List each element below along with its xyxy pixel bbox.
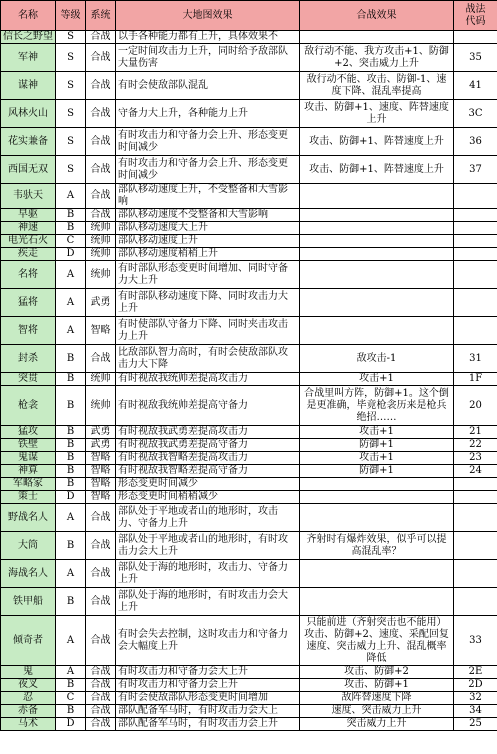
cell-system: 智略 xyxy=(86,478,116,491)
cell-grade: A xyxy=(56,184,86,209)
cell-name: 赤备 xyxy=(1,705,56,718)
table-row xyxy=(1,209,497,222)
cell-grade: B xyxy=(56,345,86,373)
cell-grade: B xyxy=(56,588,86,616)
cell-name: 疾走 xyxy=(1,248,56,261)
cell-system: 合战 xyxy=(86,616,116,666)
cell-map-effect: 有时视敌我武勇差提高攻击力 xyxy=(116,426,300,439)
cell-name: 军略家 xyxy=(1,478,56,491)
cell-tactic-code xyxy=(454,491,497,504)
cell-tactic-code: 3C xyxy=(454,100,497,128)
cell-map-effect: 有时视敌我智略差提高攻击力 xyxy=(116,452,300,465)
cell-grade: S xyxy=(56,156,86,184)
cell-name: 铁壁 xyxy=(1,439,56,452)
cell-combo-effect xyxy=(300,209,454,222)
cell-tactic-code xyxy=(454,478,497,491)
header-tactic-code: 战法 代码 xyxy=(454,1,497,31)
cell-name: 忍 xyxy=(1,692,56,705)
cell-tactic-code: 20 xyxy=(454,386,497,426)
cell-grade: C xyxy=(56,692,86,705)
cell-grade: D xyxy=(56,248,86,261)
cell-combo-effect: 防御+1 xyxy=(300,439,454,452)
cell-tactic-code xyxy=(454,532,497,560)
cell-tactic-code: 2E xyxy=(454,666,497,679)
cell-tactic-code: 31 xyxy=(454,345,497,373)
cell-name: 电光石火 xyxy=(1,235,56,248)
table-row xyxy=(1,44,497,72)
table-row xyxy=(1,317,497,345)
table-row xyxy=(1,261,497,289)
cell-grade: A xyxy=(56,616,86,666)
cell-tactic-code: 21 xyxy=(454,426,497,439)
cell-combo-effect: 速度、突击威力上升 xyxy=(300,705,454,718)
table-row xyxy=(1,465,497,478)
cell-name: 风林火山 xyxy=(1,100,56,128)
cell-system: 统帅 xyxy=(86,235,116,248)
cell-tactic-code: 33 xyxy=(454,616,497,666)
cell-system: 合战 xyxy=(86,100,116,128)
cell-combo-effect xyxy=(300,491,454,504)
cell-tactic-code xyxy=(454,209,497,222)
cell-system: 合战 xyxy=(86,692,116,705)
table-row xyxy=(1,692,497,705)
cell-name: 马术 xyxy=(1,718,56,731)
cell-combo-effect xyxy=(300,478,454,491)
cell-name: 信长之野望 xyxy=(1,31,56,44)
cell-map-effect: 部队处于海的地形时，有时攻击力会大上升 xyxy=(116,588,300,616)
cell-map-effect: 形态变更时间减少 xyxy=(116,478,300,491)
cell-map-effect: 部队移动速度上升，不受整备和大雪影响 xyxy=(116,184,300,209)
cell-grade: B xyxy=(56,478,86,491)
cell-combo-effect: 敌阵替速度下降 xyxy=(300,692,454,705)
cell-system: 合战 xyxy=(86,504,116,532)
cell-combo-effect: 攻击+1 xyxy=(300,373,454,386)
cell-system: 统帅 xyxy=(86,261,116,289)
cell-map-effect: 有时视敌我统帅差提高守备力 xyxy=(116,386,300,426)
cell-system: 武勇 xyxy=(86,289,116,317)
cell-map-effect: 形态变更时间稍稍减少 xyxy=(116,491,300,504)
cell-grade: S xyxy=(56,100,86,128)
cell-combo-effect xyxy=(300,289,454,317)
cell-system: 合战 xyxy=(86,666,116,679)
table-row xyxy=(1,373,497,386)
table-row xyxy=(1,248,497,261)
cell-system: 武勇 xyxy=(86,439,116,452)
cell-tactic-code: 23 xyxy=(454,452,497,465)
cell-combo-effect xyxy=(300,560,454,588)
cell-map-effect: 部队移动速度大上升 xyxy=(116,222,300,235)
table-row xyxy=(1,156,497,184)
table-row xyxy=(1,588,497,616)
cell-system: 合战 xyxy=(86,560,116,588)
cell-combo-effect: 合战里叫方阵，防御+1。这个倒是更准确，毕竟枪衾历来是枪兵绝招…… xyxy=(300,386,454,426)
cell-grade: B xyxy=(56,465,86,478)
table-row xyxy=(1,491,497,504)
cell-system: 合战 xyxy=(86,718,116,731)
cell-system: 智略 xyxy=(86,465,116,478)
cell-tactic-code xyxy=(454,504,497,532)
cell-combo-effect: 攻击+1 xyxy=(300,452,454,465)
cell-tactic-code: 22 xyxy=(454,439,497,452)
cell-tactic-code xyxy=(454,222,497,235)
cell-grade: A xyxy=(56,289,86,317)
table-row xyxy=(1,222,497,235)
cell-name: 封杀 xyxy=(1,345,56,373)
cell-map-effect: 部队配备军马时，有时攻击力会大上 xyxy=(116,705,300,718)
cell-map-effect: 有时视敌我统帅差提高攻击力 xyxy=(116,373,300,386)
cell-combo-effect xyxy=(300,588,454,616)
cell-combo-effect xyxy=(300,248,454,261)
cell-combo-effect: 攻击、防御+1、阵替速度上升 xyxy=(300,156,454,184)
cell-grade: B xyxy=(56,386,86,426)
cell-system: 智略 xyxy=(86,317,116,345)
cell-grade: S xyxy=(56,128,86,156)
cell-combo-effect: 防御+1 xyxy=(300,465,454,478)
table-row xyxy=(1,184,497,209)
cell-tactic-code: 37 xyxy=(454,156,497,184)
cell-grade: B xyxy=(56,209,86,222)
header-row xyxy=(1,1,497,31)
table-row xyxy=(1,386,497,426)
cell-name: 枪衾 xyxy=(1,386,56,426)
cell-name: 突贯 xyxy=(1,373,56,386)
cell-grade: B xyxy=(56,452,86,465)
cell-name: 神速 xyxy=(1,222,56,235)
cell-combo-effect: 攻击、防御+1、阵替速度上升 xyxy=(300,128,454,156)
cell-name: 军神 xyxy=(1,44,56,72)
cell-system: 统帅 xyxy=(86,373,116,386)
cell-combo-effect xyxy=(300,261,454,289)
cell-system: 合战 xyxy=(86,44,116,72)
cell-tactic-code: 25 xyxy=(454,718,497,731)
cell-name: 铁甲船 xyxy=(1,588,56,616)
cell-grade: B xyxy=(56,532,86,560)
cell-map-effect: 有时视敌我武勇差提高守备力 xyxy=(116,439,300,452)
cell-map-effect: 有时部队移动速度下降、同时攻击力大上升 xyxy=(116,289,300,317)
cell-system: 合战 xyxy=(86,128,116,156)
cell-system: 武勇 xyxy=(86,426,116,439)
cell-name: 花实兼备 xyxy=(1,128,56,156)
cell-name: 夜叉 xyxy=(1,679,56,692)
cell-map-effect: 部队移动速度稍稍上升 xyxy=(116,248,300,261)
cell-combo-effect: 攻击+1 xyxy=(300,426,454,439)
table-row xyxy=(1,439,497,452)
cell-name: 早驱 xyxy=(1,209,56,222)
cell-map-effect: 一定时间攻击力上升，同时给予敌部队大量伤害 xyxy=(116,44,300,72)
cell-system: 合战 xyxy=(86,532,116,560)
cell-system: 合战 xyxy=(86,209,116,222)
cell-map-effect: 比敌部队智力高时，有时会使敌部队攻击力大下降 xyxy=(116,345,300,373)
cell-combo-effect xyxy=(300,184,454,209)
cell-tactic-code: 35 xyxy=(454,44,497,72)
cell-system: 合战 xyxy=(86,72,116,100)
cell-map-effect: 有时会失去控制，这时攻击力和守备力会大幅度上升 xyxy=(116,616,300,666)
cell-grade: B xyxy=(56,439,86,452)
header-map-effect: 大地图效果 xyxy=(116,1,300,31)
cell-map-effect: 以手各种能力都有上升，具体效果不 xyxy=(116,31,300,44)
cell-tactic-code: 32 xyxy=(454,692,497,705)
table-row xyxy=(1,718,497,731)
cell-system: 合战 xyxy=(86,588,116,616)
cell-grade: A xyxy=(56,560,86,588)
cell-grade: B xyxy=(56,373,86,386)
cell-grade: C xyxy=(56,235,86,248)
cell-map-effect: 守备力大上升，各种能力上升 xyxy=(116,100,300,128)
cell-combo-effect: 攻击、防御+2 xyxy=(300,666,454,679)
cell-name: 海战名人 xyxy=(1,560,56,588)
cell-name: 策士 xyxy=(1,491,56,504)
table-row xyxy=(1,705,497,718)
cell-grade: S xyxy=(56,72,86,100)
cell-combo-effect: 攻击、防御+1、速度、阵替速度上升 xyxy=(300,100,454,128)
cell-grade: S xyxy=(56,31,86,44)
table-row xyxy=(1,289,497,317)
cell-combo-effect: 攻击、防御+1 xyxy=(300,679,454,692)
cell-grade: D xyxy=(56,491,86,504)
cell-grade: D xyxy=(56,718,86,731)
cell-tactic-code: 36 xyxy=(454,128,497,156)
cell-tactic-code: 34 xyxy=(454,705,497,718)
cell-grade: B xyxy=(56,222,86,235)
cell-combo-effect: 只能前进（齐射突击也不能用）攻击、防御+2、速度、采配回复速度、突击威力上升、混乱概率降低 xyxy=(300,616,454,666)
cell-name: 谋神 xyxy=(1,72,56,100)
table-row xyxy=(1,560,497,588)
cell-combo-effect: 突击威力上升 xyxy=(300,718,454,731)
cell-name: 神算 xyxy=(1,465,56,478)
cell-name: 鬼谋 xyxy=(1,452,56,465)
table-row xyxy=(1,31,497,44)
cell-map-effect: 部队处于平地或者山的地形时，攻击力、守备力上升 xyxy=(116,504,300,532)
cell-map-effect: 部队处于海的地形时，攻击力、守备力上升 xyxy=(116,560,300,588)
table-row xyxy=(1,532,497,560)
cell-combo-effect: 敌行动不能、攻击、防御-1、速度下降、混乱率提高 xyxy=(300,72,454,100)
cell-grade: S xyxy=(56,44,86,72)
cell-system: 合战 xyxy=(86,156,116,184)
cell-map-effect: 部队移动速度不受整备和大雪影响 xyxy=(116,209,300,222)
cell-map-effect: 有时视敌我智略差提高守备力 xyxy=(116,465,300,478)
cell-combo-effect xyxy=(300,31,454,44)
table-row xyxy=(1,478,497,491)
cell-system: 合战 xyxy=(86,345,116,373)
cell-grade: A xyxy=(56,666,86,679)
cell-grade: B xyxy=(56,705,86,718)
cell-map-effect: 有时攻击力和守备力会大上升 xyxy=(116,666,300,679)
cell-system: 统帅 xyxy=(86,222,116,235)
header-combo-effect: 合战效果 xyxy=(300,1,454,31)
cell-grade: B xyxy=(56,426,86,439)
cell-combo-effect: 敌行动不能、我方攻击+1、防御+2、突击威力上升 xyxy=(300,44,454,72)
table-row xyxy=(1,235,497,248)
cell-grade: A xyxy=(56,504,86,532)
cell-name: 名将 xyxy=(1,261,56,289)
table-row xyxy=(1,504,497,532)
header-system: 系统 xyxy=(86,1,116,31)
table-row xyxy=(1,452,497,465)
cell-name: 大筒 xyxy=(1,532,56,560)
cell-system: 合战 xyxy=(86,31,116,44)
cell-system: 智略 xyxy=(86,491,116,504)
table-row xyxy=(1,679,497,692)
cell-tactic-code xyxy=(454,248,497,261)
cell-map-effect: 部队配备军马时，有时攻击力会上升 xyxy=(116,718,300,731)
cell-name: 野战名人 xyxy=(1,504,56,532)
cell-combo-effect xyxy=(300,504,454,532)
table-row xyxy=(1,426,497,439)
cell-name: 猛攻 xyxy=(1,426,56,439)
table-row xyxy=(1,345,497,373)
cell-system: 统帅 xyxy=(86,386,116,426)
cell-combo-effect xyxy=(300,235,454,248)
cell-system: 合战 xyxy=(86,679,116,692)
cell-map-effect: 有时使部队守备力下降、同时夹击攻击力上升 xyxy=(116,317,300,345)
cell-combo-effect: 敌攻击-1 xyxy=(300,345,454,373)
cell-tactic-code xyxy=(454,184,497,209)
cell-map-effect: 部队处于平地或者山的地形时，有时攻击力会大上升 xyxy=(116,532,300,560)
cell-name: 智将 xyxy=(1,317,56,345)
cell-map-effect: 有时会使敌部队形态变更时间增加 xyxy=(116,692,300,705)
cell-map-effect: 有时攻击力和守备力会上升、形态变更时间减少 xyxy=(116,128,300,156)
cell-map-effect: 部队移动速度上升 xyxy=(116,235,300,248)
cell-tactic-code: 2D xyxy=(454,679,497,692)
cell-map-effect: 有时攻击力和守备力会上升 xyxy=(116,679,300,692)
cell-name: 韦驮天 xyxy=(1,184,56,209)
cell-name: 猛将 xyxy=(1,289,56,317)
cell-tactic-code xyxy=(454,317,497,345)
cell-tactic-code xyxy=(454,261,497,289)
cell-combo-effect: 齐射时有爆炸效果，似乎可以提高混乱率？ xyxy=(300,532,454,560)
cell-tactic-code: 41 xyxy=(454,72,497,100)
cell-name: 鬼 xyxy=(1,666,56,679)
cell-tactic-code xyxy=(454,588,497,616)
cell-grade: B xyxy=(56,679,86,692)
cell-name: 西国无双 xyxy=(1,156,56,184)
table-row xyxy=(1,666,497,679)
cell-tactic-code xyxy=(454,289,497,317)
cell-system: 统帅 xyxy=(86,248,116,261)
cell-map-effect: 有时会使敌部队混乱 xyxy=(116,72,300,100)
cell-tactic-code: 24 xyxy=(454,465,497,478)
cell-combo-effect xyxy=(300,317,454,345)
header-grade: 等级 xyxy=(56,1,86,31)
table-row xyxy=(1,100,497,128)
cell-combo-effect xyxy=(300,222,454,235)
cell-name: 倾奇者 xyxy=(1,616,56,666)
cell-grade: A xyxy=(56,317,86,345)
cell-map-effect: 有时攻击力和守备力会上升、形态变更时间减少 xyxy=(116,156,300,184)
table-row xyxy=(1,72,497,100)
cell-system: 合战 xyxy=(86,705,116,718)
cell-tactic-code xyxy=(454,560,497,588)
header-name: 名称 xyxy=(1,1,56,31)
cell-system: 合战 xyxy=(86,184,116,209)
table-row xyxy=(1,128,497,156)
cell-tactic-code: 1F xyxy=(454,373,497,386)
cell-grade: A xyxy=(56,261,86,289)
cell-map-effect: 有时部队形态变更时间增加、同时守备力大上升 xyxy=(116,261,300,289)
table-row xyxy=(1,616,497,666)
cell-tactic-code xyxy=(454,31,497,44)
cell-tactic-code xyxy=(454,235,497,248)
cell-system: 智略 xyxy=(86,452,116,465)
